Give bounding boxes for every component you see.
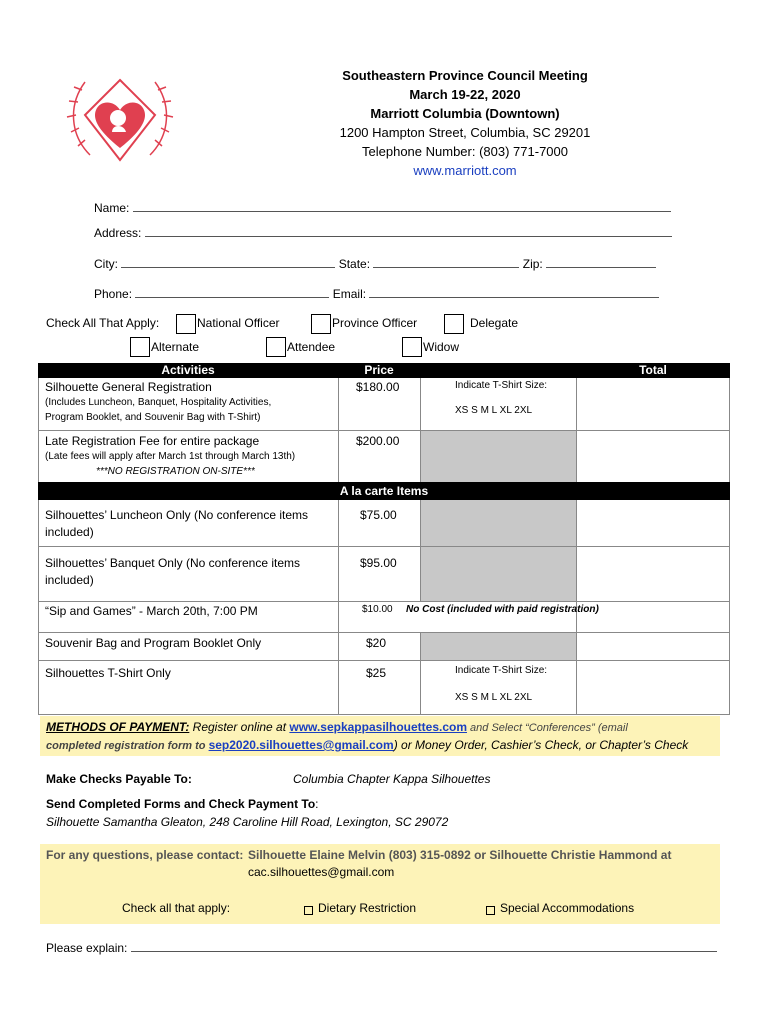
activities-header: Activities: [38, 363, 338, 378]
banquet-price: $95.00: [360, 556, 397, 570]
payment-text: completed registration form to: [46, 740, 209, 752]
venue-phone: Telephone Number: (803) 771-7000: [362, 144, 568, 159]
luncheon-price: $75.00: [360, 508, 397, 522]
delegate-checkbox[interactable]: [444, 314, 464, 334]
souvenir-title: Souvenir Bag and Program Booklet Only: [45, 636, 262, 650]
city-label: City:: [94, 257, 118, 271]
general-registration-title: Silhouette General Registration: [45, 380, 212, 394]
send-forms-label: [46, 797, 319, 811]
send-forms-label-text: Send Completed Forms and Check Payment To: [46, 797, 316, 811]
state-field[interactable]: [373, 256, 519, 268]
payment-text: Register online at: [189, 720, 290, 734]
shaded-cell: [421, 500, 576, 546]
alacarte-header: A la carte Items: [38, 482, 730, 500]
sip-and-games-title: “Sip and Games” - March 20th, 7:00 PM: [45, 604, 258, 618]
attendee-checkbox[interactable]: [266, 337, 286, 357]
table-border: [38, 546, 730, 547]
late-registration-title: Late Registration Fee for entire package: [45, 434, 260, 448]
phone-row: [94, 286, 659, 301]
explain-row: [46, 940, 717, 955]
alternate-checkbox[interactable]: [130, 337, 150, 357]
late-registration-note: (Late fees will apply after March 1st through March 13th): [45, 451, 296, 462]
national-officer-label: National Officer: [197, 316, 280, 330]
table-border: [338, 500, 339, 715]
sepkappa-link[interactable]: www.sepkappasilhouettes.com: [289, 720, 467, 734]
venue-address: 1200 Hampton Street, Columbia, SC 29201: [339, 125, 591, 140]
table-border: [38, 601, 730, 602]
table-border: [38, 430, 730, 431]
email-label: Email:: [332, 287, 367, 301]
late-registration-price: $200.00: [356, 434, 400, 448]
payment-methods-label: METHODS OF PAYMENT:: [46, 720, 190, 734]
dietary-restriction-checkbox[interactable]: [304, 906, 313, 915]
general-registration-note: (Includes Luncheon, Banquet, Hospitality Activities,: [45, 397, 272, 408]
total-header: Total: [576, 363, 730, 378]
province-officer-checkbox[interactable]: [311, 314, 331, 334]
address-field[interactable]: [145, 225, 672, 237]
tshirt-only-price: $25: [366, 666, 387, 680]
send-forms-address: Silhouette Samantha Gleaton, 248 Caroline Hill Road, Lexington, SC 29072: [46, 815, 449, 829]
send-forms-colon: :: [315, 797, 319, 811]
email-field[interactable]: [369, 286, 659, 298]
name-field[interactable]: [133, 200, 671, 212]
widow-label: Widow: [423, 340, 460, 354]
payment-methods-line2: [46, 738, 726, 752]
table-border: [38, 632, 730, 633]
shaded-cell: [421, 431, 576, 482]
sep2020-email-link[interactable]: sep2020.silhouettes@gmail.com: [208, 738, 394, 752]
special-accommodations-label: Special Accommodations: [500, 901, 635, 915]
payment-text: and Select “Conferences” (email: [467, 722, 628, 734]
sip-and-games-price: $10.00: [362, 604, 393, 615]
check-all-label: Check All That Apply:: [46, 316, 160, 330]
national-officer-checkbox[interactable]: [176, 314, 196, 334]
province-officer-label: Province Officer: [332, 316, 418, 330]
no-onsite-note: ***NO REGISTRATION ON-SITE***: [96, 466, 255, 477]
table-border: [729, 500, 730, 715]
table-border: [38, 714, 730, 715]
name-label: Name:: [94, 201, 130, 215]
table-border: [38, 500, 39, 715]
city-field[interactable]: [121, 256, 335, 268]
luncheon-title: Silhouettes’ Luncheon Only (No conference items: [45, 508, 309, 522]
shaded-cell: [421, 633, 576, 660]
delegate-label: Delegate: [470, 316, 519, 330]
explain-field[interactable]: [131, 940, 717, 952]
address-row: [94, 225, 672, 240]
banquet-title: Silhouettes’ Banquet Only (No conference items: [45, 556, 301, 570]
souvenir-price: $20: [366, 636, 387, 650]
event-header: [300, 66, 630, 180]
general-registration-price: $180.00: [356, 380, 400, 394]
widow-checkbox[interactable]: [402, 337, 422, 357]
luncheon-title-cont: included): [45, 525, 94, 539]
event-title: Southeastern Province Council Meeting: [342, 68, 588, 83]
alternate-label: Alternate: [151, 340, 200, 354]
phone-label: Phone:: [94, 287, 133, 301]
dietary-restriction-label: Dietary Restriction: [318, 901, 417, 915]
state-label: State:: [338, 257, 371, 271]
tshirt-only-title: Silhouettes T-Shirt Only: [45, 666, 171, 680]
tshirt-size-label: Indicate T-Shirt Size:: [455, 665, 548, 676]
heart-silhouette-laurel-icon: [60, 60, 180, 180]
special-accommodations-checkbox[interactable]: [486, 906, 495, 915]
explain-label: Please explain:: [46, 941, 128, 955]
payable-value: Columbia Chapter Kappa Silhouettes: [293, 772, 491, 786]
shaded-cell: [421, 547, 576, 601]
questions-label: For any questions, please contact:: [46, 848, 244, 862]
price-header: Price: [338, 363, 420, 378]
sip-and-games-note: No Cost (included with paid registration): [406, 604, 599, 615]
venue-website-link[interactable]: www.marriott.com: [413, 163, 517, 178]
table-border: [38, 660, 730, 661]
questions-contacts: Silhouette Elaine Melvin (803) 315-0892 or Silhouette Christie Hammond at: [248, 848, 672, 862]
check-all-apply-label: Check all that apply:: [122, 901, 231, 915]
tshirt-size-label: Indicate T-Shirt Size:: [455, 380, 548, 391]
name-row: [94, 200, 671, 215]
payment-text: ) or Money Order, Cashier’s Check, or Chapter’s Check: [393, 738, 689, 752]
contact-email-link[interactable]: cac.silhouettes@gmail.com: [248, 865, 395, 879]
payment-methods-line1: [46, 720, 726, 734]
city-row: [94, 256, 656, 271]
banquet-title-cont: included): [45, 573, 94, 587]
zip-label: Zip:: [522, 257, 543, 271]
payable-label: Make Checks Payable To:: [46, 772, 192, 786]
attendee-label: Attendee: [287, 340, 336, 354]
event-dates: March 19-22, 2020: [409, 87, 521, 102]
phone-field[interactable]: [135, 286, 329, 298]
event-venue: Marriott Columbia (Downtown): [370, 106, 560, 121]
address-label: Address:: [94, 226, 142, 240]
tshirt-size-options[interactable]: XS S M L XL 2XL: [455, 692, 533, 703]
tshirt-size-options[interactable]: XS S M L XL 2XL: [455, 405, 533, 416]
general-registration-note: Program Booklet, and Souvenir Bag with T-Shirt): [45, 412, 261, 423]
zip-field[interactable]: [546, 256, 656, 268]
